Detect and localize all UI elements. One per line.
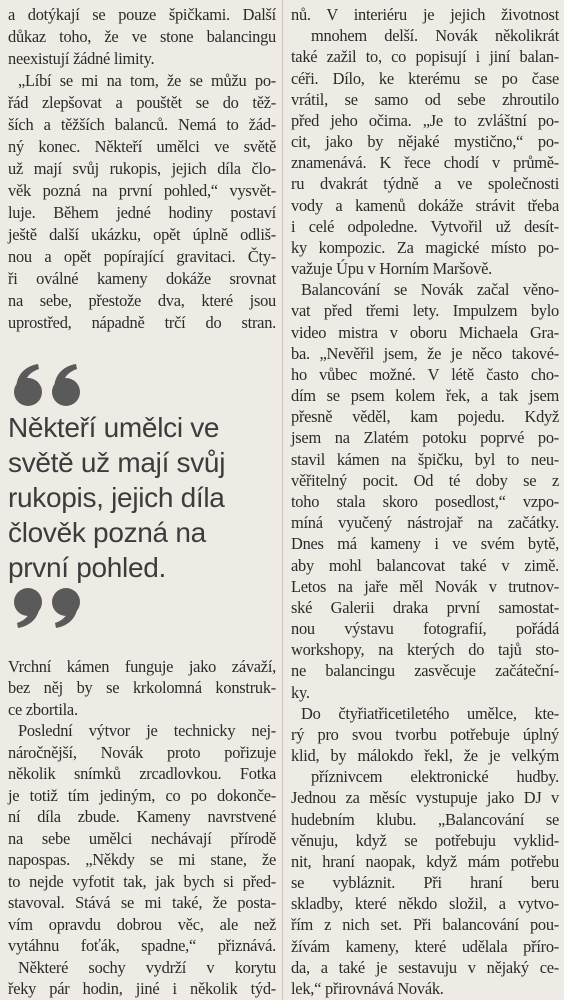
text-line: také zažil to, co popisují i jiní balan- [291, 47, 559, 67]
text-line: mnohem delší. Novák několikrát [311, 26, 559, 46]
text-line: žívám kameny, které udělala příro- [291, 936, 559, 956]
text-line: lek,“ přirovnává Novák. [291, 979, 444, 998]
text-line: ještě další ukázku, opět úplně odliš- [8, 225, 276, 244]
text-line: řád zlepšovat a pouštět se do těž- [8, 93, 276, 112]
column-divider [282, 0, 283, 1000]
text-line: věřitelný pocit. Od té doby se z [291, 470, 559, 490]
text-line: se vybláznit. Při hraní beru [291, 873, 559, 893]
text-line: céři. Dílo, ke kterému se po čase [291, 68, 559, 88]
pull-quote-line: světě už mají svůj [8, 447, 226, 478]
text-line: to nejde vyfotit tak, jak bych si před- [8, 871, 276, 891]
text-line: hudebním klubu. „Balancování se [291, 809, 559, 829]
text-line: dím se psem kolem řek, a tak jsem [291, 386, 559, 406]
text-line: Některé sochy vydrží v korytu [18, 957, 276, 977]
pull-quote-line: člověk pozná na [8, 517, 206, 548]
text-line: věnuju, když se potřebuju vyklid- [291, 830, 559, 850]
text-line: řím z nich set. Při balancování pou- [291, 915, 559, 935]
text-line: ru dvakrát týdně a ve společnosti [291, 174, 559, 194]
text-line: i celé odpoledne. Vytvořil už desít- [291, 216, 559, 236]
text-line: vat před třemi lety. Impulzem bylo [291, 301, 559, 321]
text-line: nit, hraní naopak, když mám potřebu [291, 851, 559, 871]
text-line: je totiž tím jediným, co po dokonče- [8, 785, 276, 805]
text-line: před jeho očima. „Je to zvláštní po- [291, 110, 559, 130]
text-line: ný konec. Někteří umělci ve světě [8, 137, 276, 156]
text-line: a dotýkají se pouze špičkami. Další [8, 5, 276, 24]
text-line: řeky pár hodin, jiné i několik týd- [8, 979, 276, 998]
text-line: workshopy, na kterých do tajů sto- [291, 640, 559, 660]
text-line: važuje Úpu v Horním Maršově. [291, 259, 493, 279]
text-line: Letos na jaře měl Novák v trutnov- [291, 576, 559, 596]
text-line: klid, by málokdo řekl, že je velkým [291, 746, 559, 766]
text-line: aby mohl balancovat také v zimě. [291, 555, 559, 575]
opening-quote-icon [8, 362, 98, 412]
text-line: stavoval. Stává se mi také, že posta- [8, 893, 276, 913]
text-line: rý pro svou tvorbu potřebuje úplný [291, 724, 559, 744]
text-line: uprostřed, nápadně trčí do stran. [8, 313, 276, 332]
text-line: Poslední výtvor je technicky nej- [18, 721, 276, 741]
text-line: znamenává. K řece chodí v průmě- [291, 153, 559, 173]
text-line: jsem na Zlatém potoku poprvé po- [291, 428, 559, 448]
text-line: už mají svůj rukopis, jejich díla člo- [8, 159, 276, 178]
text-line: ky kompozic. Za magické místo po- [291, 237, 559, 257]
text-line: věk pozná na první pohled,“ vysvět- [8, 181, 276, 200]
text-line: ba. „Nevěřil jsem, že je něco takové- [291, 343, 559, 363]
pull-quote-line: Někteří umělci ve [8, 412, 220, 443]
text-line: Dnes má kameny i ve svém bytě, [291, 534, 559, 554]
text-line: Do čtyřiatřicetiletého umělce, kte- [301, 703, 559, 723]
pull-quote-line: první pohled. [8, 552, 166, 583]
text-line: vytáhnu foťák, spadne,“ přiznává. [8, 936, 276, 956]
text-line: ři oválné kameny dokáže srovnat [8, 269, 276, 288]
text-line: míná vyučený nástrojař na začátky. [291, 513, 559, 533]
text-line: Jednou za měsíc vystupuje jako DJ v [291, 788, 559, 808]
text-line: přesně věděl, kam pojedu. Když [291, 407, 559, 427]
text-line: příznivcem elektronické hudby. [311, 767, 559, 787]
text-line: ších a těžších balanců. Nemá to žád- [8, 115, 276, 134]
text-line: na sebe umělci nechávají přírodě [8, 828, 276, 848]
text-line: neexistují žádné limity. [8, 49, 155, 68]
text-line: ce zbortila. [8, 699, 78, 719]
text-line: video mistra v oboru Michaela Gra- [291, 322, 559, 342]
text-line: skladby, které někdo složil, a vytvo- [291, 894, 559, 914]
text-line: ní díla zbude. Kameny navrstvené [8, 807, 276, 827]
text-line: vrátil, se samo od sebe zhroutilo [291, 89, 559, 109]
text-line: nů. V interiéru je jejich životnost [291, 5, 559, 24]
closing-quote-icon [8, 580, 98, 630]
text-line: bez něj by se krkolomná konstruk- [8, 678, 276, 698]
text-line: vody a kamenů dokáže strávit třeba [291, 195, 559, 215]
text-line: Balancování se Novák začal věno- [301, 280, 559, 300]
text-line: ky. [291, 682, 310, 702]
text-line: ské Galerii draka první samostat- [291, 597, 559, 617]
text-line: stavil kámen na špičku, byl to neu- [291, 449, 559, 469]
text-line: da, a také je sestavuju v nějaký ce- [291, 957, 559, 977]
text-line: několik snímků zrcadlovkou. Fotka [8, 764, 276, 784]
text-line: ho vůbec možné. V létě často cho- [291, 364, 559, 384]
text-line: nou výstavu fotografií, pořádá [291, 619, 559, 639]
text-line: náročnější, Novák proto pořizuje [8, 742, 276, 762]
text-line: nou a opět popírající gravitaci. Čty- [8, 247, 276, 266]
text-line: toho stala skoro posedlost,“ vzpo- [291, 492, 559, 511]
pull-quote-line: rukopis, jejich díla [8, 482, 225, 513]
text-line: „Líbí se mi na tom, že se můžu po- [18, 71, 276, 90]
text-line: napospas. „Někdy se mi stane, že [8, 850, 276, 870]
text-line: Vrchní kámen funguje jako závaží, [8, 657, 276, 676]
text-line: na sebe, přestože dva, které jsou [8, 291, 276, 310]
text-line: luje. Během jedné hodiny postaví [8, 203, 276, 222]
text-line: vím opravdu dobrou věc, ale než [8, 914, 276, 934]
text-line: důkaz toho, že ve stone balancingu [8, 27, 276, 46]
text-line: ne balancingu zasvěcuje začáteční- [291, 661, 559, 681]
text-line: cit, jako by nějaké mystično,“ po- [291, 132, 559, 152]
